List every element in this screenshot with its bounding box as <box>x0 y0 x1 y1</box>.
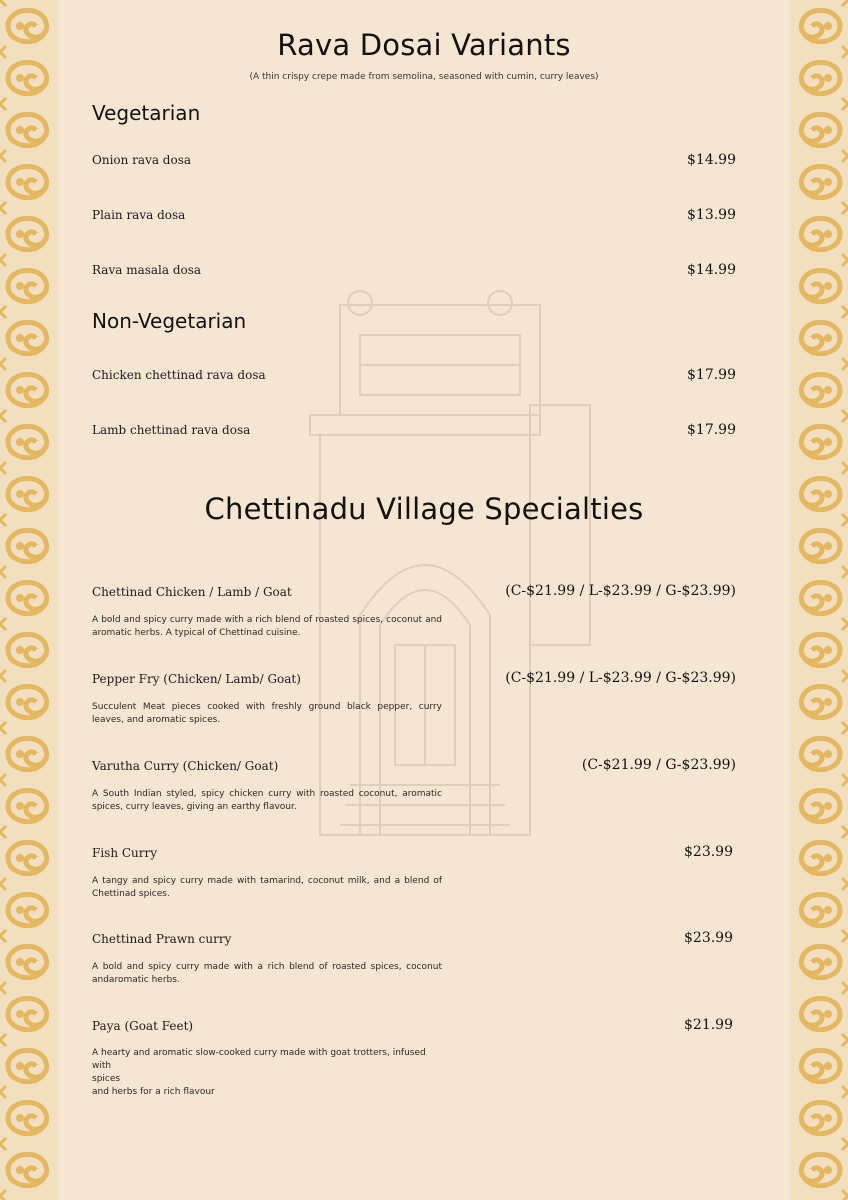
menu-item-name: Varutha Curry (Chicken/ Goat) <box>92 759 279 773</box>
menu-item-name: Chettinad Prawn curry <box>92 932 232 946</box>
menu-item-name: Pepper Fry (Chicken/ Lamb/ Goat) <box>92 672 301 686</box>
menu-item-description: A South Indian styled, spicy chicken curry with roasted coconut, aromatic spices, curry leaves, giving an earthy flavour. <box>92 789 442 812</box>
menu-item-price: $17.99 <box>687 367 736 383</box>
menu-item-price: (C-$21.99 / L-$23.99 / G-$23.99) <box>505 583 736 599</box>
menu-item-price: $14.99 <box>687 152 736 168</box>
non-vegetarian-heading: Non-Vegetarian <box>92 309 247 333</box>
menu-item-description <box>92 1047 442 1099</box>
description-line: A hearty and aromatic slow-cooked curry made with goat trotters, infused with <box>92 1048 426 1071</box>
menu-item-price: $17.99 <box>687 422 736 438</box>
menu-item-price: $21.99 <box>684 1017 733 1033</box>
menu-item-description: A bold and spicy curry made with a rich blend of roasted spices, coconut and aromatic herbs. A typical of Chettinad cuisine. <box>92 615 442 638</box>
description-line: and herbs for a rich flavour <box>92 1087 215 1097</box>
menu-item-name: Chicken chettinad rava dosa <box>92 368 266 382</box>
village-section-title: Chettinadu Village Specialties <box>204 492 644 526</box>
menu-item-name: Chettinad Chicken / Lamb / Goat <box>92 585 292 599</box>
menu-item-name: Paya (Goat Feet) <box>92 1019 194 1033</box>
menu-item-price: $13.99 <box>687 207 736 223</box>
menu-item-price: $23.99 <box>684 930 733 946</box>
menu-item-name: Lamb chettinad rava dosa <box>92 423 251 437</box>
menu-item-description: Succulent Meat pieces cooked with freshly ground black pepper, curry leaves, and aromatic spices. <box>92 702 442 725</box>
menu-item-name: Rava masala dosa <box>92 263 202 277</box>
menu-item-price: (C-$21.99 / L-$23.99 / G-$23.99) <box>505 670 736 686</box>
right-ornamental-border <box>790 0 848 1200</box>
description-line: spices <box>92 1074 121 1084</box>
vegetarian-heading: Vegetarian <box>92 101 201 125</box>
menu-item-description: A tangy and spicy curry made with tamarind, coconut milk, and a blend of Chettinad spices. <box>92 876 442 899</box>
menu-item-name: Plain rava dosa <box>92 208 186 222</box>
rava-section-title: Rava Dosai Variants <box>277 28 571 62</box>
menu-item-price: $14.99 <box>687 262 736 278</box>
left-ornamental-border <box>0 0 58 1200</box>
menu-item-description: A bold and spicy curry made with a rich blend of roasted spices, coconut andaromatic herbs. <box>92 962 442 985</box>
menu-item-price: (C-$21.99 / G-$23.99) <box>581 757 736 773</box>
menu-item-price: $23.99 <box>684 844 733 860</box>
menu-item-name: Fish Curry <box>92 846 158 860</box>
menu-item-name: Onion rava dosa <box>92 153 192 167</box>
rava-section-subtitle: (A thin crispy crepe made from semolina, seasoned with cumin, curry leaves) <box>249 72 599 82</box>
